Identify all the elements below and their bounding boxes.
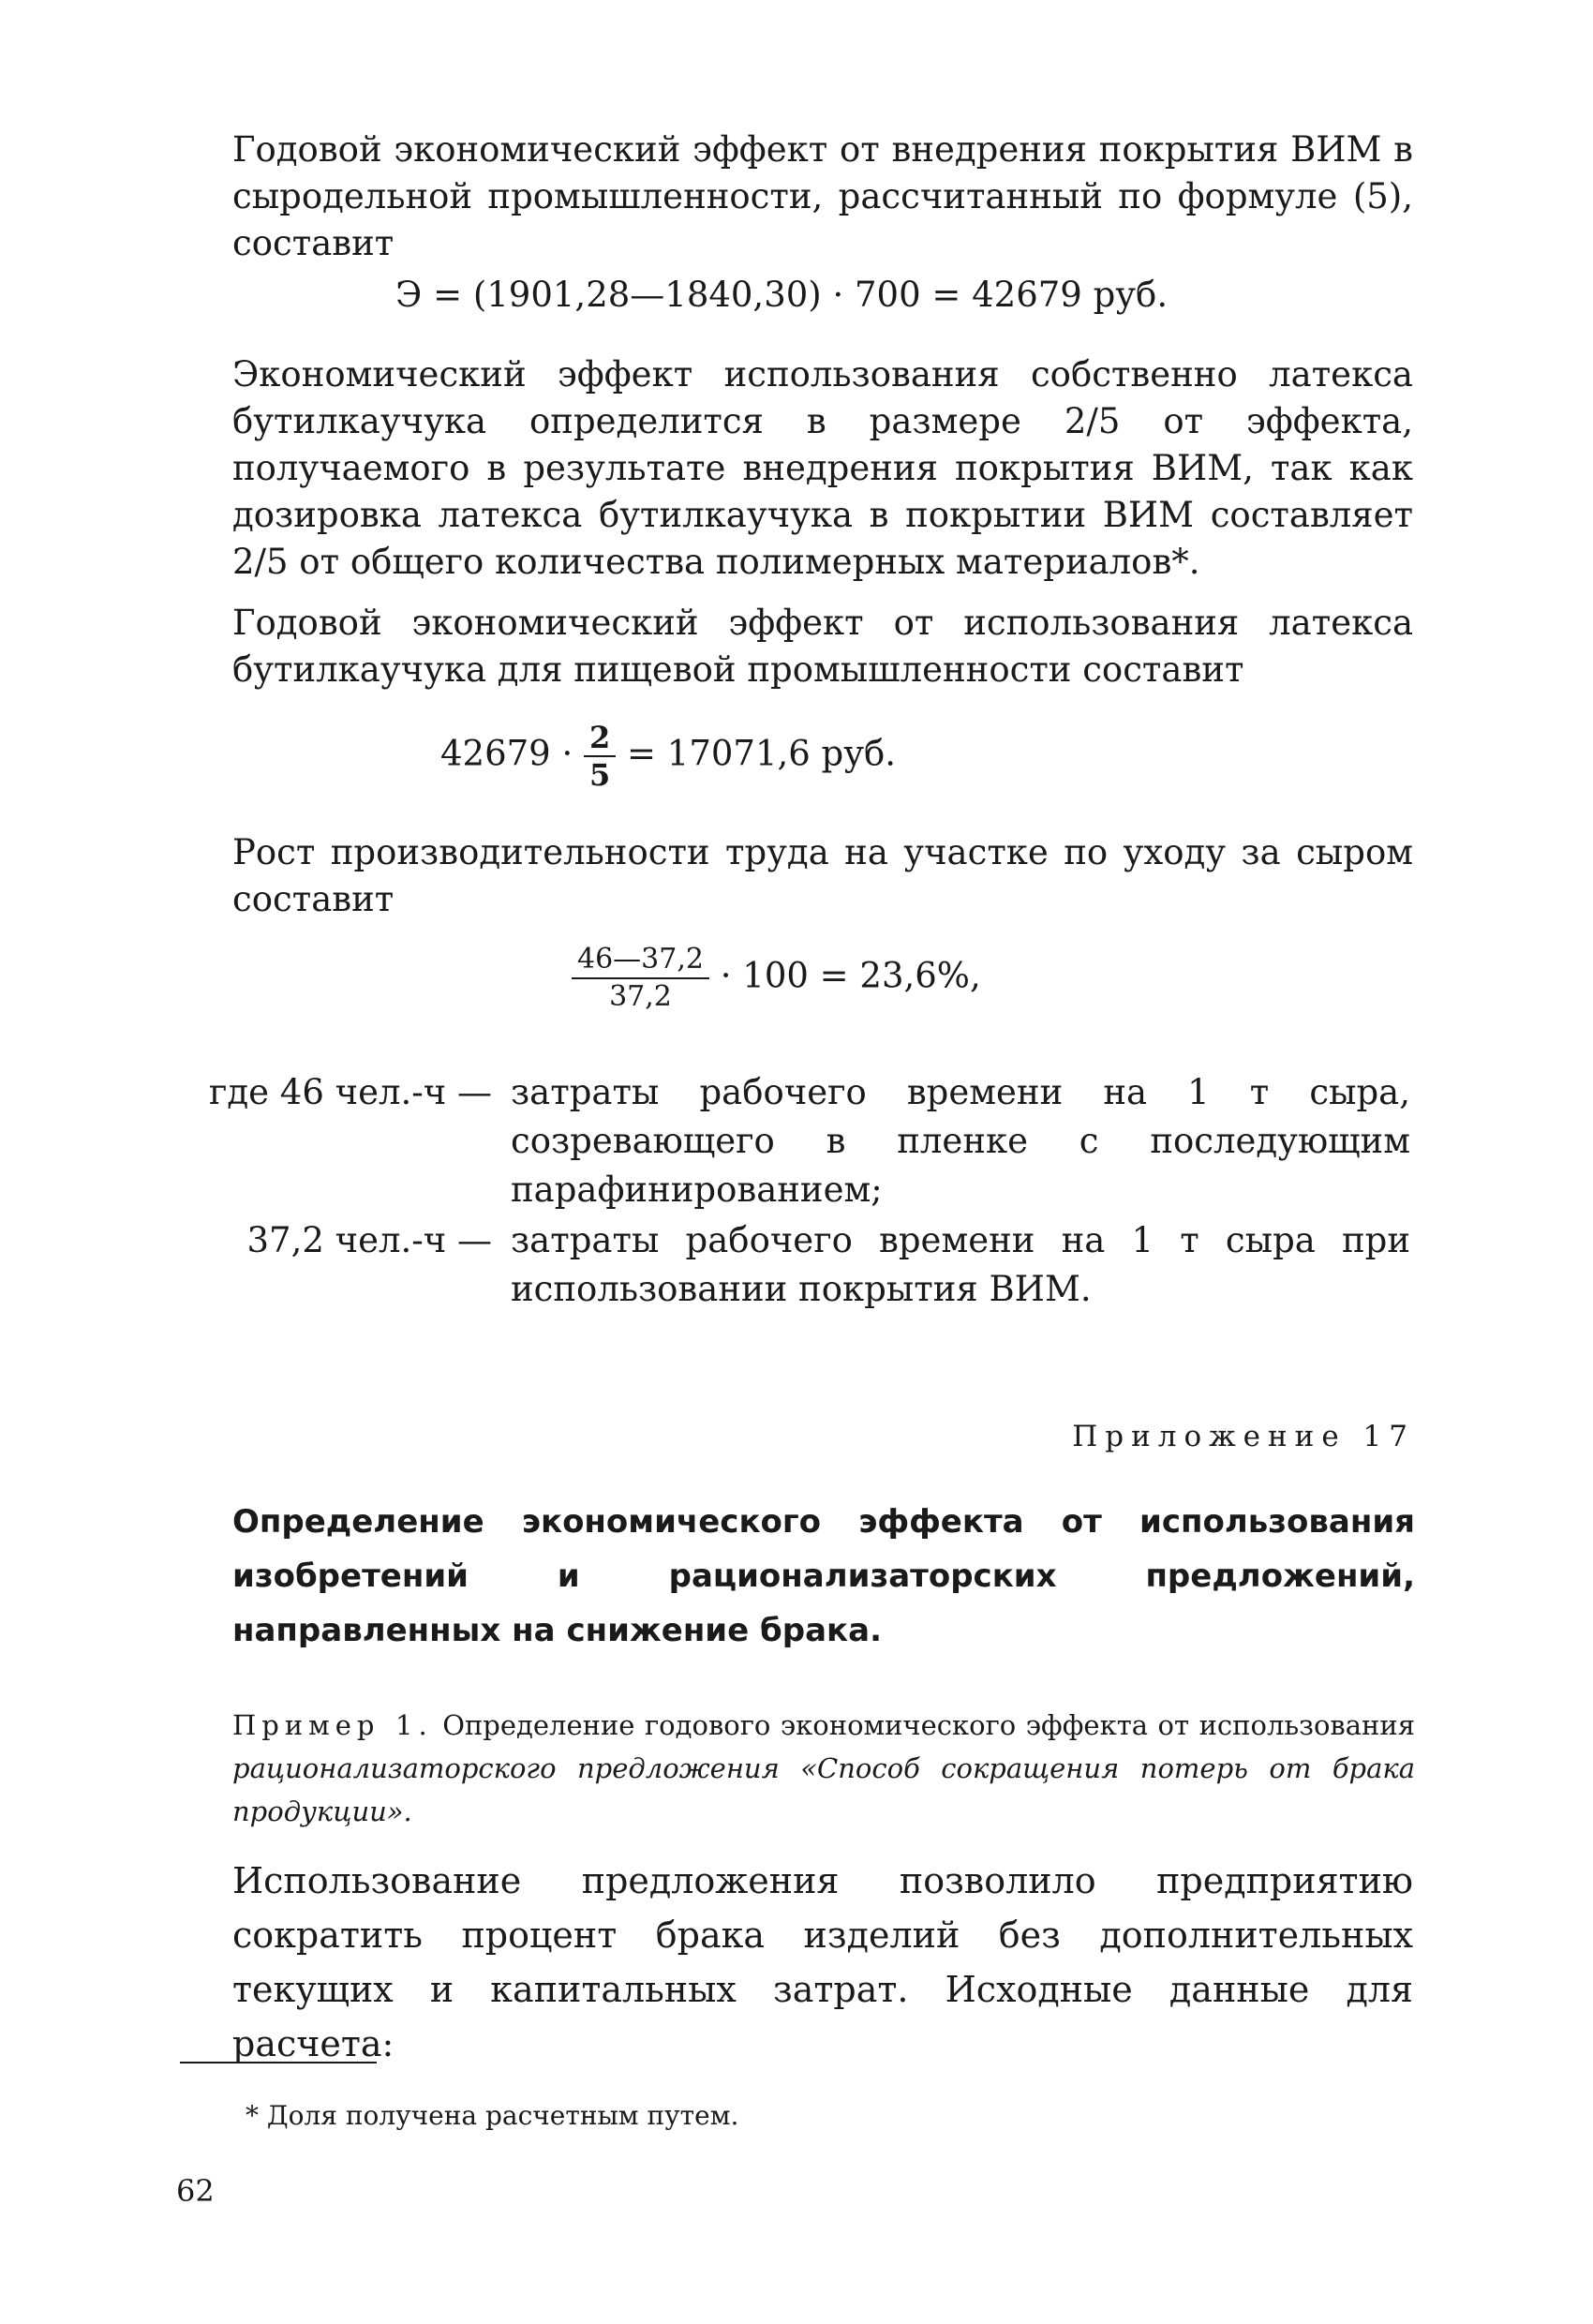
definition-term: 37,2 чел.-ч —	[246, 1220, 492, 1260]
paragraph-latex-effect: Экономический эффект использования собственно латекса бутилкаучука определится в размере 2/5 от эффекта, получаемого в результате внедрения покрытия ВИМ, так как дозировка латекса бутилкаучука в покрытии ВИМ составляет 2/5 от общего количества полимерных материалов*.	[232, 354, 1413, 582]
fraction-two-fifths	[584, 720, 616, 793]
equation-latex-share	[440, 720, 896, 793]
definition-item	[0, 1068, 1593, 1218]
fraction-denominator: 5	[589, 757, 611, 793]
example-label: Пример 1.	[232, 1709, 433, 1741]
paragraph-annual-effect: Годовой экономический эффект от внедрения покрытия ВИМ в сыродельной промышленности, рассчитанный по формуле (5), составит	[232, 129, 1413, 263]
example-title: рационализаторского предложения «Способ сокращения потерь от брака продукции».	[232, 1752, 1415, 1827]
eq3-right: · 100 = 23,6%,	[720, 955, 981, 996]
footnote-divider	[180, 2062, 377, 2063]
example-paragraph	[232, 1704, 1415, 1833]
definition-term: где 46 чел.-ч —	[208, 1072, 492, 1112]
appendix-label: Приложение 17	[1072, 1420, 1415, 1453]
equation-productivity	[572, 942, 981, 1015]
fraction-productivity	[572, 942, 709, 1015]
fraction-numerator: 2	[584, 720, 616, 757]
definition-text: затраты рабочего времени на 1 т сыра при использовании покрытия ВИМ.	[511, 1220, 1410, 1309]
example-text: Определение годового экономического эффекта от использования	[442, 1709, 1415, 1741]
eq2-left: 42679 ·	[440, 733, 573, 774]
definition-item	[0, 1216, 1593, 1319]
paragraph-proposal: Использование предложения позволило предприятию сократить процент брака изделий без дополнительных текущих и капитальных затрат. Исходные данные для расчета:	[232, 1860, 1413, 2064]
fraction-denominator: 37,2	[609, 980, 672, 1013]
page-number: 62	[176, 2173, 215, 2209]
equation-effect: Э = (1901,28—1840,30) · 700 = 42679 руб.	[395, 275, 1169, 315]
paragraph-productivity: Рост производительности труда на участке по уходу за сыром составит	[232, 832, 1413, 919]
eq2-right: = 17071,6 руб.	[627, 733, 897, 774]
paragraph-food-industry: Годовой экономический эффект от использования латекса бутилкаучука для пищевой промышленности составит	[232, 603, 1413, 690]
footnote: * Доля получена расчетным путем.	[246, 2100, 739, 2131]
section-heading: Определение экономического эффекта от использования изобретений и рационализаторских предложений, направленных на снижение брака.	[232, 1503, 1415, 1649]
definition-text: затраты рабочего времени на 1 т сыра, созревающего в пленке с последующим парафинированием;	[511, 1072, 1410, 1210]
fraction-numerator: 46—37,2	[572, 942, 709, 979]
